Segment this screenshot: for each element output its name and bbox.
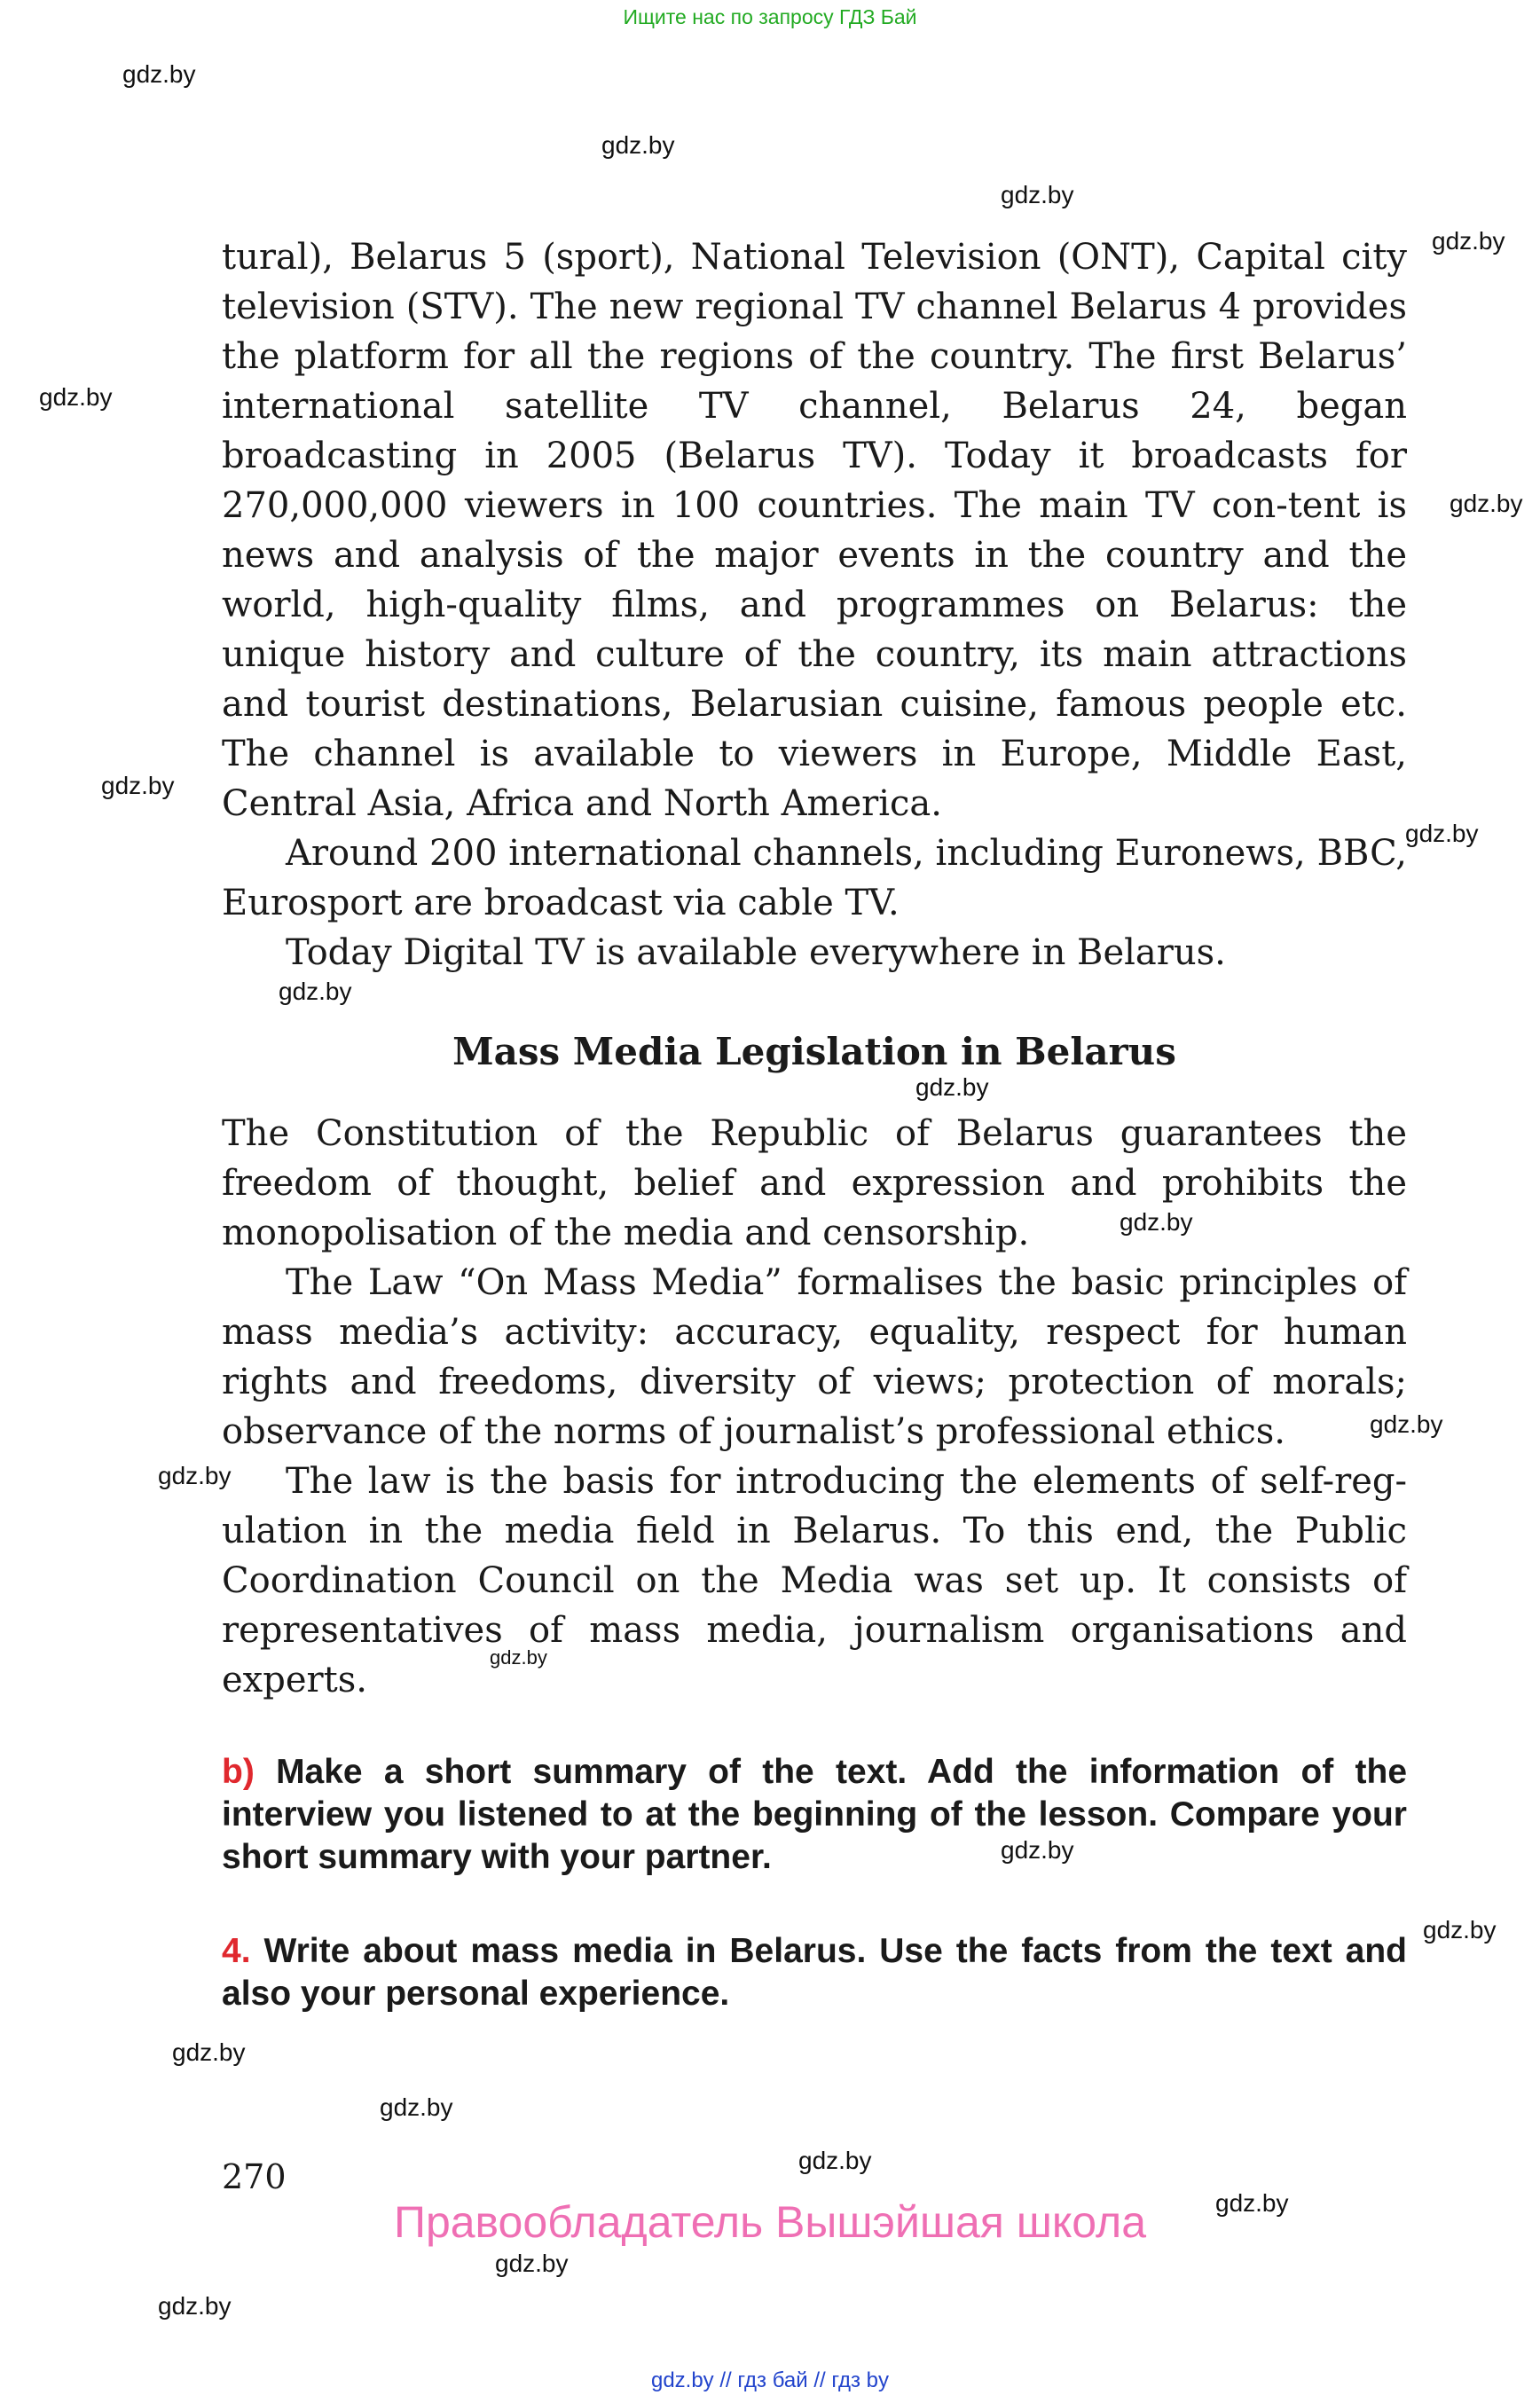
watermark: gdz.by <box>172 2038 246 2066</box>
paragraph-digital-tv: Today Digital TV is available everywhere in Belarus. <box>286 932 1226 973</box>
watermark: gdz.by <box>601 131 675 159</box>
watermark: gdz.by <box>1120 1208 1193 1236</box>
task-b-text: Make a short summary of the text. Add the information of the interview you listened to at the beginning of the lesson. Compare your short summary with your partner. <box>222 1753 1408 1876</box>
paragraph-law: The Law “On Mass Media” formalises the basic principles of mass media’s activity: accuracy, equality, respect for human rights and freedoms, diversity of views; protection of morals; observance of the norms of journalist’s professional ethics. <box>222 1262 1407 1452</box>
watermark: gdz.by <box>1215 2189 1289 2217</box>
watermark: gdz.by <box>122 60 196 88</box>
watermark: gdz.by <box>1423 1916 1497 1944</box>
watermark: gdz.by <box>101 772 175 799</box>
section-heading: Mass Media Legislation in Belarus <box>452 1030 1176 1073</box>
watermark: gdz.by <box>495 2250 569 2277</box>
page-number: 270 <box>222 2157 287 2196</box>
task-b <box>222 1751 1407 1879</box>
top-search-hint[interactable]: Ищите нас по запросу ГДЗ Бай <box>623 5 917 28</box>
paragraph-constitution: The Constitution of the Republic of Belarus guarantees the freedom of thought, belief and expression and prohibits the monopolisation of the media and censorship. <box>222 1113 1407 1253</box>
bottom-links[interactable]: gdz.by // гдз бай // гдз by <box>650 2368 890 2392</box>
watermark: gdz.by <box>1432 227 1505 255</box>
task-4 <box>222 1930 1407 2015</box>
task-4-text: Write about mass media in Belarus. Use the facts from the text and also your personal experience. <box>222 1932 1407 2013</box>
watermark: gdz.by <box>798 2147 872 2174</box>
watermark: gdz.by <box>158 1462 232 1489</box>
watermark: gdz.by <box>1405 820 1479 847</box>
watermark: gdz.by <box>915 1073 989 1101</box>
task-4-marker: 4. <box>222 1932 251 1970</box>
watermark: gdz.by <box>39 383 113 411</box>
watermark: gdz.by <box>279 978 352 1005</box>
watermark: gdz.by <box>1450 490 1523 517</box>
paragraph-tv-channels: tural), Belarus 5 (sport), National Television (ONT), Capital city television (STV). The new regional TV channel Belarus 4 provides the platform for all the regions of the country. The first Belarus’ international satellite TV channel, Belarus 24, began broadcasting in 2005 (Belarus TV). Today it broadcasts for 270,000,000 viewers in 100 countries. The main TV con-tent is news and analysis of the major events in the country and the world, high-quality films, and programmes on Belarus: the unique history and culture of the country, its main attractions and tourist destinations, Belarusian cuisine, famous people etc. The channel is available to viewers in Europe, Middle East, Central Asia, Africa and North America. <box>222 237 1407 824</box>
watermark: gdz.by <box>1001 1836 1074 1864</box>
paragraph-self-regulation: The law is the basis for introducing the elements of self-reg-ulation in the media field in Belarus. To this end, the Public Coordination Council on the Media was set up. It consists of representatives of mass media, journalism organisations and experts. <box>222 1461 1407 1700</box>
watermark: gdz.by <box>1001 181 1074 208</box>
watermark: gdz.by <box>490 1646 547 1669</box>
copyright-owner: Правообладатель Вышэйшая школа <box>394 2197 1146 2247</box>
watermark: gdz.by <box>158 2292 232 2320</box>
paragraph-cable-tv: Around 200 international channels, including Euronews, BBC, Eurosport are broadcast via cable TV. <box>222 833 1407 923</box>
watermark: gdz.by <box>1370 1410 1443 1438</box>
task-b-marker: b) <box>222 1753 255 1791</box>
watermark: gdz.by <box>380 2093 453 2121</box>
